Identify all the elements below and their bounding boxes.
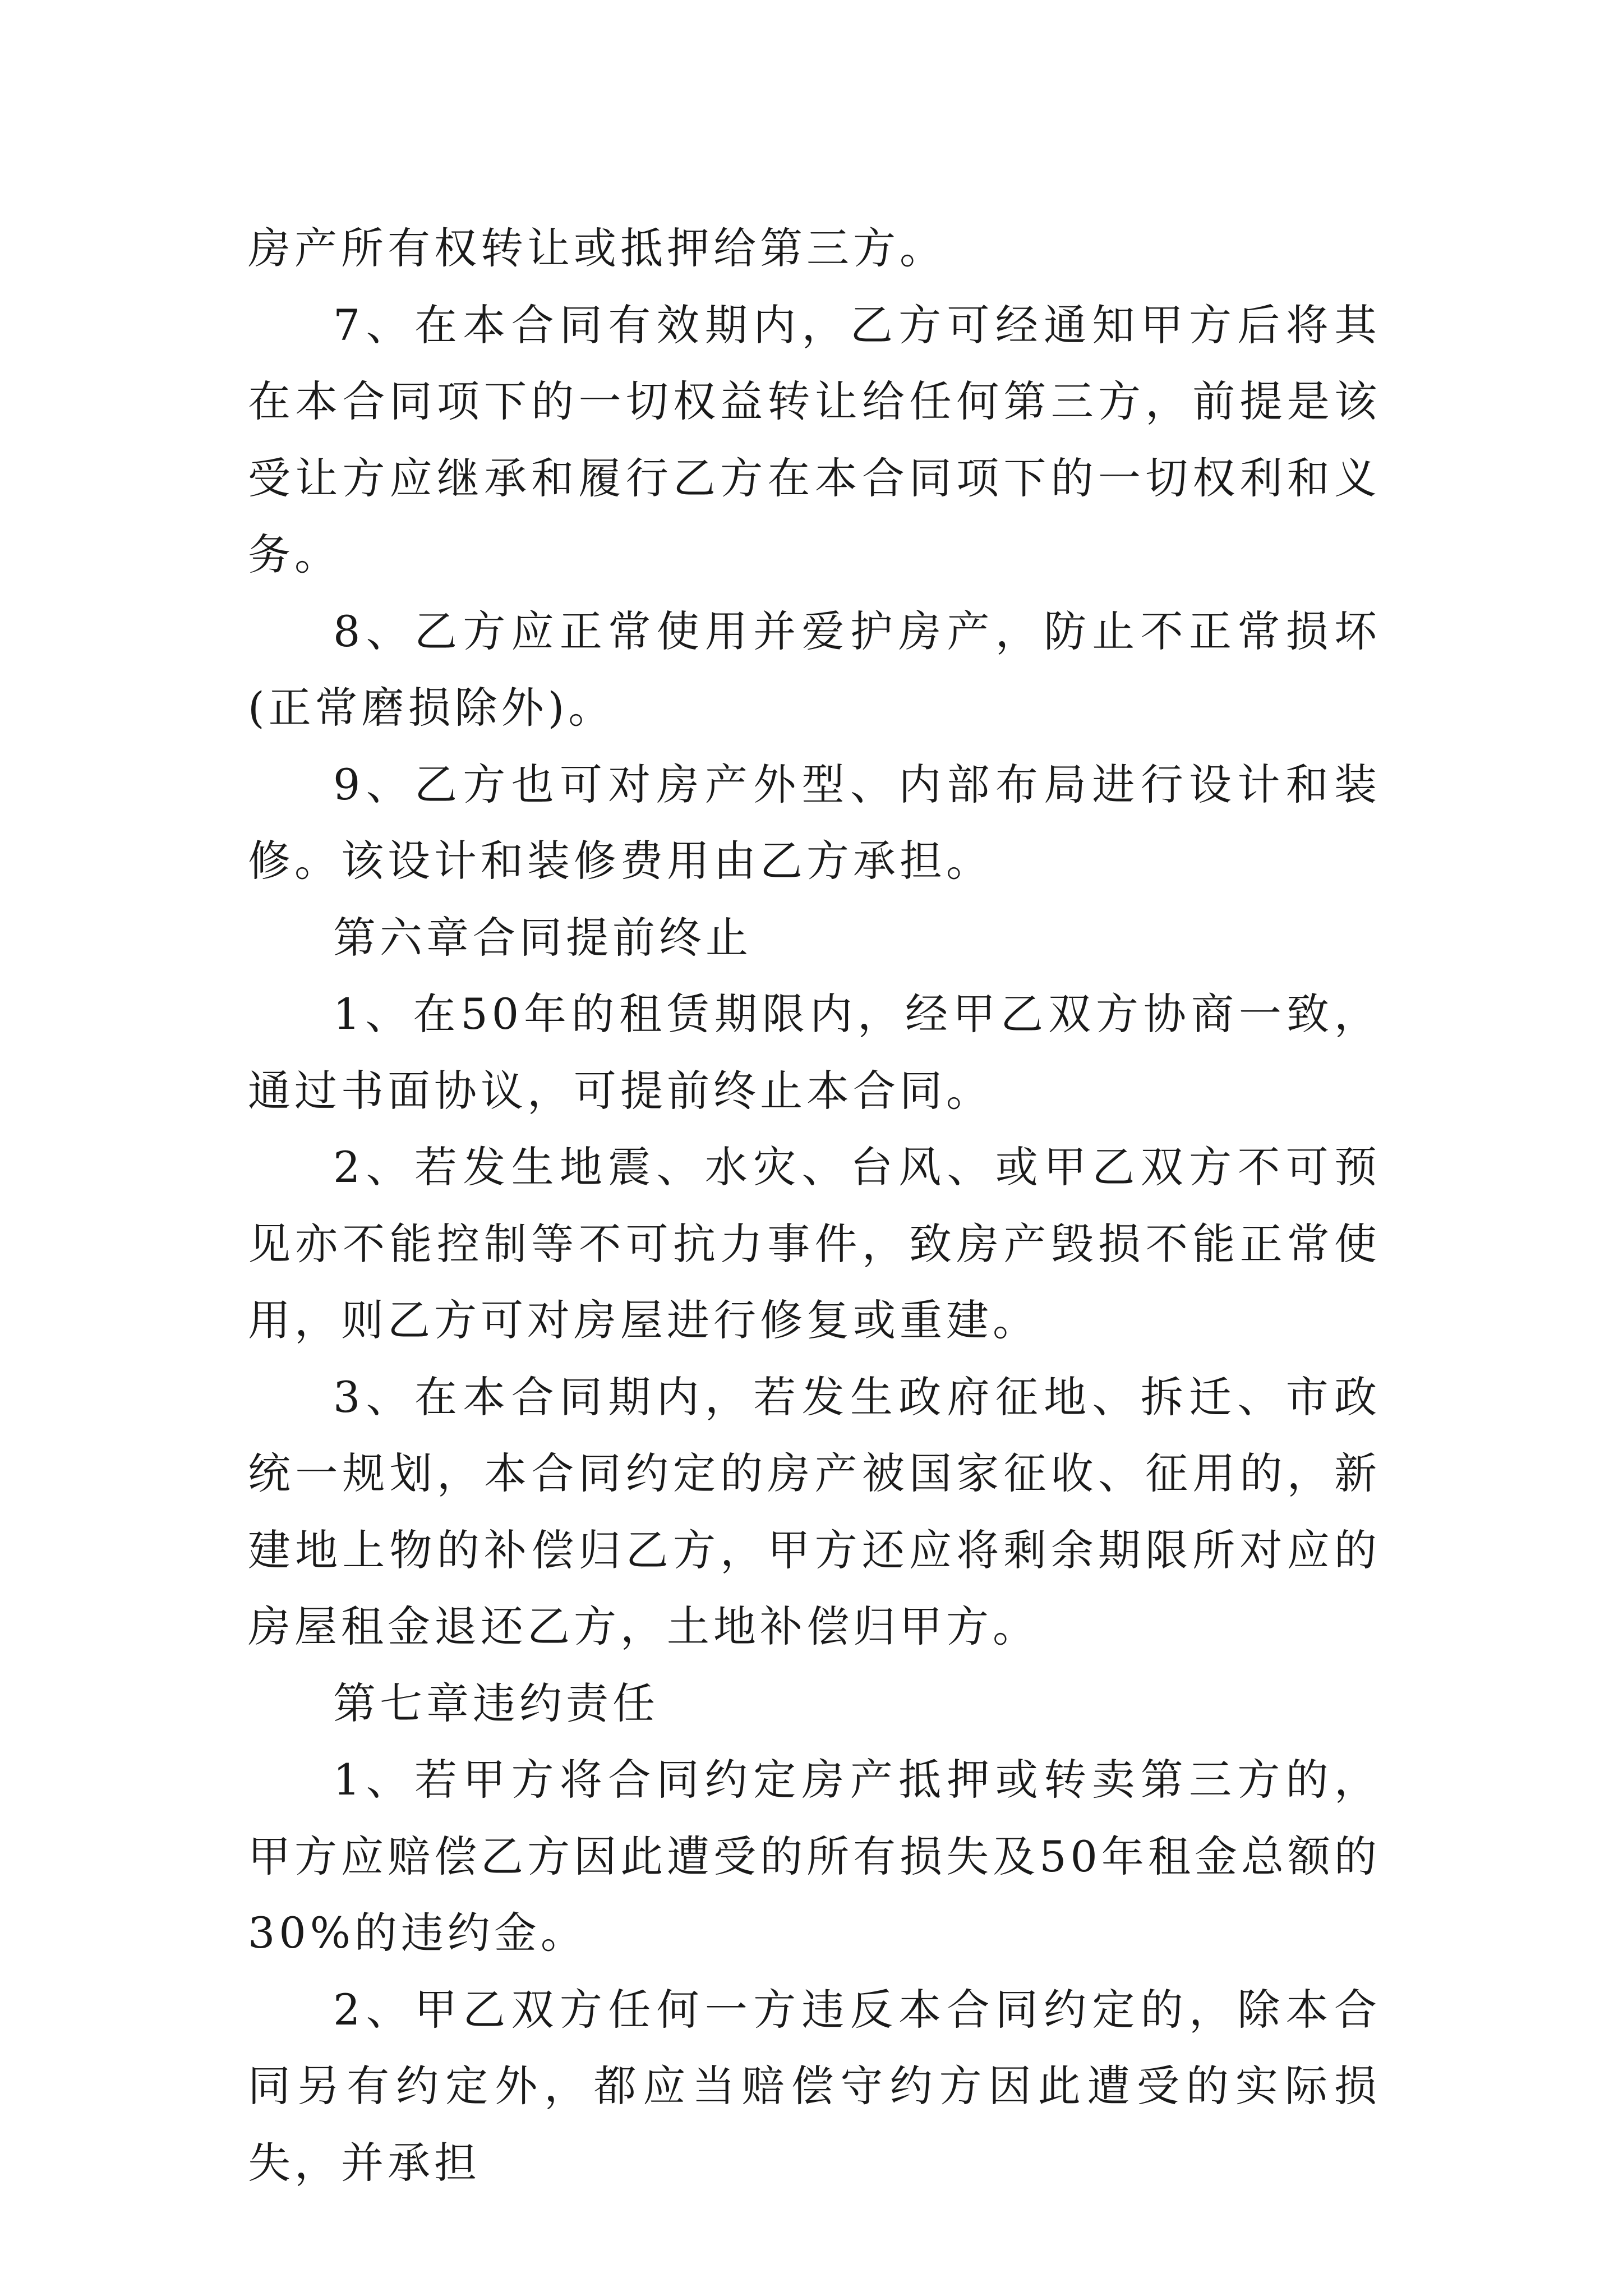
document-body bbox=[248, 210, 1381, 2201]
paragraph-clause-9: 9、乙方也可对房产外型、内部布局进行设计和装修。该设计和装修费用由乙方承担。 bbox=[248, 759, 1381, 886]
paragraph-continuation: 房产所有权转让或抵押给第三方。 bbox=[248, 223, 946, 273]
paragraph-ch7-clause-2: 2、甲乙双方任何一方违反本合同约定的，除本合同另有约定外，都应当赔偿守约方因此遭受的实际损失，并承担 bbox=[248, 1984, 1381, 2188]
chapter-7-heading: 第七章违约责任 bbox=[333, 1678, 659, 1728]
paragraph-clause-8: 8、乙方应正常使用并爱护房产，防止不正常损坏(正常磨损除外)。 bbox=[248, 606, 1381, 733]
paragraph-clause-7: 7、在本合同有效期内，乙方可经通知甲方后将其在本合同项下的一切权益转让给任何第三方，前提是该受让方应继承和履行乙方在本合同项下的一切权利和义务。 bbox=[248, 300, 1381, 579]
paragraph-ch7-clause-1: 1、若甲方将合同约定房产抵押或转卖第三方的，甲方应赔偿乙方因此遭受的所有损失及50年租金总额的30%的违约金。 bbox=[248, 1755, 1381, 1958]
chapter-6-heading: 第六章合同提前终止 bbox=[333, 912, 752, 963]
paragraph-ch6-clause-3: 3、在本合同期内，若发生政府征地、拆迁、市政统一规划，本合同约定的房产被国家征收、征用的，新建地上物的补偿归乙方，甲方还应将剩余期限所对应的房屋租金退还乙方，土地补偿归甲方。 bbox=[248, 1372, 1381, 1651]
paragraph-ch6-clause-2: 2、若发生地震、水灾、台风、或甲乙双方不可预见亦不能控制等不可抗力事件，致房产毁损不能正常使用，则乙方可对房屋进行修复或重建。 bbox=[248, 1142, 1381, 1345]
paragraph-ch6-clause-1: 1、在50年的租赁期限内，经甲乙双方协商一致，通过书面协议，可提前终止本合同。 bbox=[248, 989, 1381, 1116]
